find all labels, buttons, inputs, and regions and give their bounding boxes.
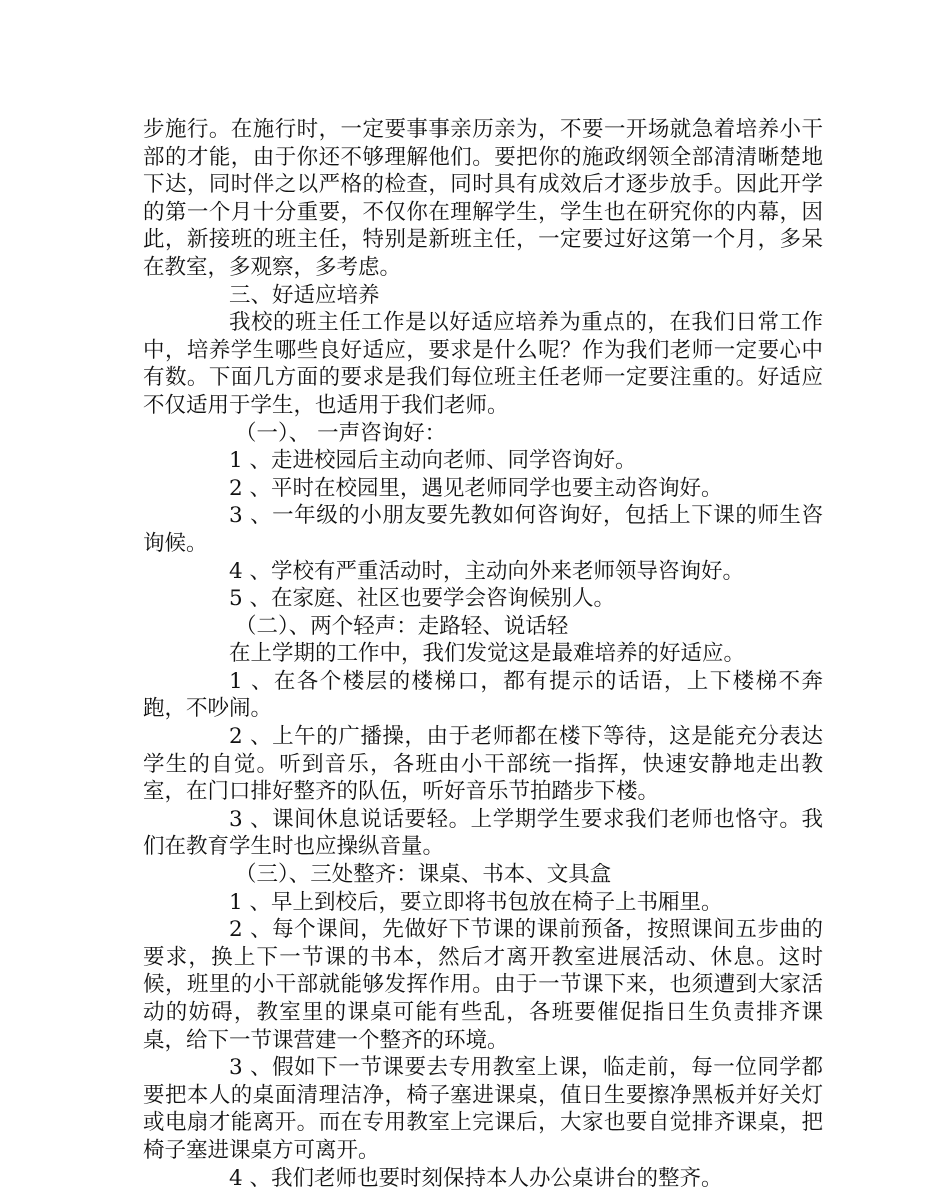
list-item: 1 、在各个楼层的楼梯口，都有提示的话语，上下楼梯不奔跑，不吵闹。 [143, 668, 823, 722]
list-item: 4 、学校有严重活动时，主动向外来老师领导咨询好。 [229, 558, 745, 584]
paragraph: 在上学期的工作中，我们发觉这是最难培养的好适应。 [229, 641, 746, 667]
paragraph: 我校的班主任工作是以好适应培养为重点的，在我们日常工作中，培养学生哪些良好适应，要求是什么呢？作为我们老师一定要心中有数。下面几方面的要求是我们每位班主任老师一定要注重的。好适应不仅适用于学生，也适用于我们老师。 [143, 310, 823, 418]
list-item: 3 、假如下一节课要去专用教室上课，临走前，每一位同学都要把本人的桌面清理洁净，椅子塞进课桌，值日生要擦净黑板并好关灯或电扇才能离开。而在专用教室上完课后，大家也要自觉排齐课桌，把椅子塞进课桌方可离开。 [143, 1055, 823, 1163]
list-item: 3 、一年级的小朋友要先教如何咨询好，包括上下课的师生咨询候。 [143, 503, 823, 556]
list-item: 5 、在家庭、社区也要学会咨询候别人。 [229, 586, 616, 612]
subsection-heading: （三）、三处整齐：课桌、书本、文具盒 [235, 862, 612, 888]
list-item: 3 、课间休息说话要轻。上学期学生要求我们老师也恪守。我们在教育学生时也应操纵音量。 [143, 806, 823, 860]
list-item: 2 、每个课间，先做好下节课的课前预备，按照课间五步曲的要求，换上下一节课的书本，然后才离开教室进展活动、休息。这时候，班里的小干部就能够发挥作用。由于一节课下来，也须遭到大家活动的妨碍，教室里的课桌可能有些乱，各班要催促指日生负责排齐课桌，给下一节课营建一个整齐的环境。 [143, 917, 823, 1053]
list-item: 1 、早上到校后，要立即将书包放在椅子上书厢里。 [229, 889, 723, 915]
list-item: 4 、我们老师也要时刻保持本人办公桌讲台的整齐。 [229, 1165, 723, 1191]
subsection-heading: （二）、两个轻声：走路轻、说话轻 [235, 613, 569, 639]
paragraph: 步施行。在施行时，一定要事事亲历亲为，不要一开场就急着培养小干部的才能，由于你还不够理解他们。要把你的施政纲领全部清清晰楚地下达，同时伴之以严格的检查，同时具有成效后才逐步放手。因此开学的第一个月十分重要，不仅你在理解学生，学生也在研究你的内幕，因此，新接班的班主任，特别是新班主任，一定要过好这第一个月，多呆在教室，多观察，多考虑。 [143, 117, 823, 280]
document-body [143, 116, 823, 1192]
list-item: 2 、上午的广播操，由于老师都在楼下等待，这是能充分表达学生的自觉。听到音乐，各班由小干部统一指挥，快速安静地走出教室，在门口排好整齐的队伍，听好音乐节拍踏步下楼。 [143, 724, 823, 805]
section-heading: 三、好适应培养 [229, 282, 380, 308]
list-item: 2 、平时在校园里，遇见老师同学也要主动咨询好。 [229, 475, 723, 501]
subsection-heading: （一）、 一声咨询好： [235, 420, 447, 446]
list-item: 1 、走进校园后主动向老师、同学咨询好。 [229, 448, 637, 474]
